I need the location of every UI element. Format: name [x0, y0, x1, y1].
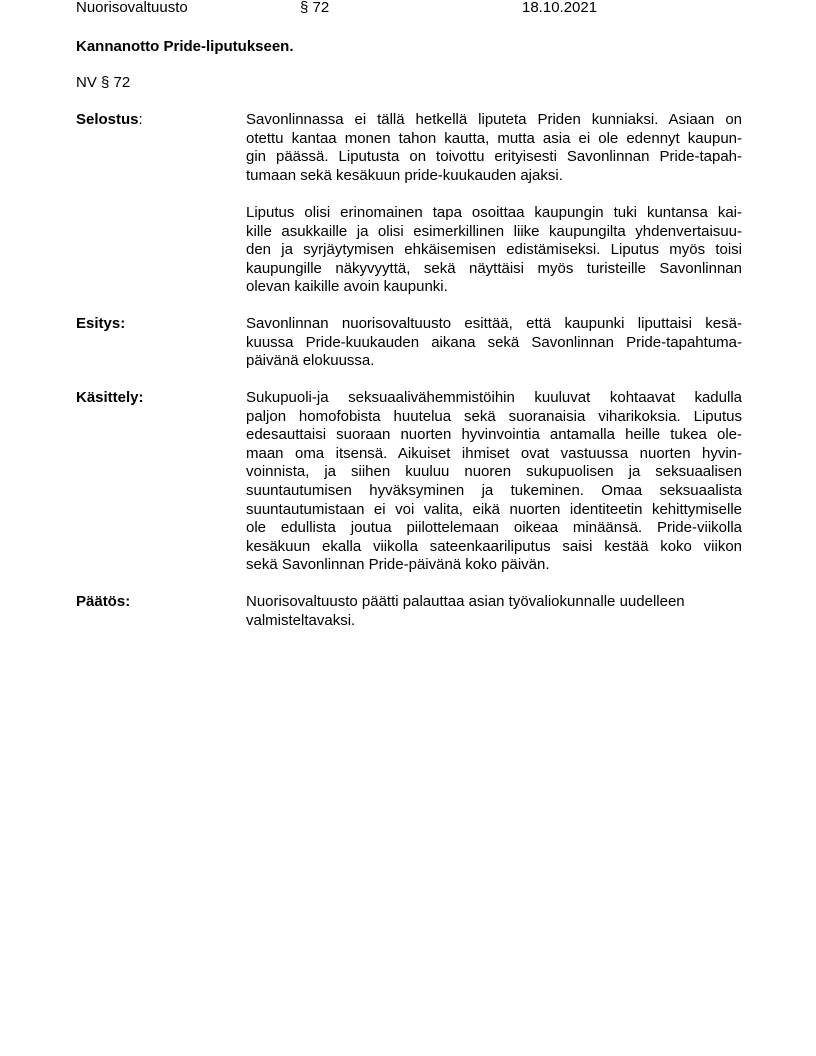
text-line: kesäkuun ekalla viikolla sateenkaariliputus saisi kestää koko viikon	[246, 537, 742, 555]
page-header	[76, 0, 776, 18]
section-label	[76, 111, 143, 130]
text-line: päivänä elokuussa.	[246, 352, 375, 370]
section-body	[246, 593, 742, 630]
section-label-text: Selostus	[76, 111, 139, 128]
text-line: kaupungille näkyvyyttä, sekä näyttäisi myös turisteille Savonlinnan	[246, 259, 742, 277]
text-line: kille asukkaille ja olisi esimerkillinen liike kaupungilta yhdenvertaisuu-	[246, 222, 742, 240]
section-label-text: Päätös:	[76, 593, 131, 610]
text-line: tumaan sekä kesäkuun pride-kuukauden ajaksi.	[246, 166, 563, 184]
section-body	[246, 389, 742, 575]
text-line: gin päässä. Liputusta on toivottu erityisesti Savonlinnan Pride-tapah-	[246, 148, 742, 166]
document-title: Kannanotto Pride-liputukseen.	[76, 38, 294, 55]
paragraph	[246, 111, 742, 185]
text-line: otettu kantaa monen tahon kautta, mutta asia ei ole edennyt kaupun-	[246, 129, 742, 147]
text-line: edesauttaisi suoraan nuorten hyvinvointia antamalla heille tukea ole-	[246, 426, 742, 444]
section-label	[76, 315, 125, 334]
text-line: valmisteltavaksi.	[246, 611, 356, 629]
section-label-text: Käsittely:	[76, 389, 144, 406]
section-body	[246, 315, 742, 371]
text-line: Sukupuoli-ja seksuaalivähemmistöihin kuuluvat kohtaavat kadulla	[246, 389, 742, 406]
section-label-suffix: :	[138, 111, 143, 128]
document-reference: NV § 72	[76, 74, 131, 91]
section-label	[76, 389, 144, 408]
paragraph	[246, 593, 742, 630]
text-line: sekä Savonlinnan Pride-päivänä koko päivän.	[246, 556, 550, 574]
text-line: olevan kaikille avoin kaupunki.	[246, 278, 448, 296]
paragraph	[246, 315, 742, 371]
text-line: voinnista, ja siihen kuuluu nuoren sukupuolisen ja seksuaalisen	[246, 463, 742, 481]
section-label-text: Esitys:	[76, 315, 126, 332]
section-label	[76, 593, 130, 612]
text-line: kuussa Pride-kuukauden aikana sekä Savonlinnan Pride-tapahtuma-	[246, 333, 742, 351]
paragraph	[246, 389, 742, 575]
header-date: 18.10.2021	[522, 0, 598, 16]
text-line: Savonlinnan nuorisovaltuusto esittää, että kaupunki liputtaisi kesä-	[246, 315, 742, 332]
text-line: Nuorisovaltuusto päätti palauttaa asian työvaliokunnalle uudelleen	[246, 593, 685, 610]
paragraph	[246, 204, 742, 297]
text-line: ole edullista joutua piilottelemaan oikeaa minäänsä. Pride-viikolla	[246, 519, 742, 537]
text-line: Liputus olisi erinomainen tapa osoittaa kaupungin tuki kuntansa kai-	[246, 203, 742, 221]
text-line: Savonlinnassa ei tällä hetkellä liputeta Priden kunniaksi. Asiaan on	[246, 111, 742, 128]
header-section-number: § 72	[300, 0, 330, 16]
text-line: den ja syrjäytymisen ehkäisemisen edistämiseksi. Liputus myös toisi	[246, 241, 742, 259]
text-line: suuntautumisen hyväksyminen ja tukeminen. Omaa seksuaalista	[246, 481, 742, 499]
text-line: suuntautumistaan ei voi valita, eikä nuorten identiteetin kehittymiselle	[246, 500, 742, 518]
text-line: paljon homofobista huutelua sekä suoranaisia viharikoksia. Liputus	[246, 407, 742, 425]
section-body	[246, 111, 742, 297]
text-line: maan oma itsensä. Aikuiset ihmiset ovat vastuussa nuorten hyvin-	[246, 444, 742, 462]
header-organization: Nuorisovaltuusto	[76, 0, 188, 16]
